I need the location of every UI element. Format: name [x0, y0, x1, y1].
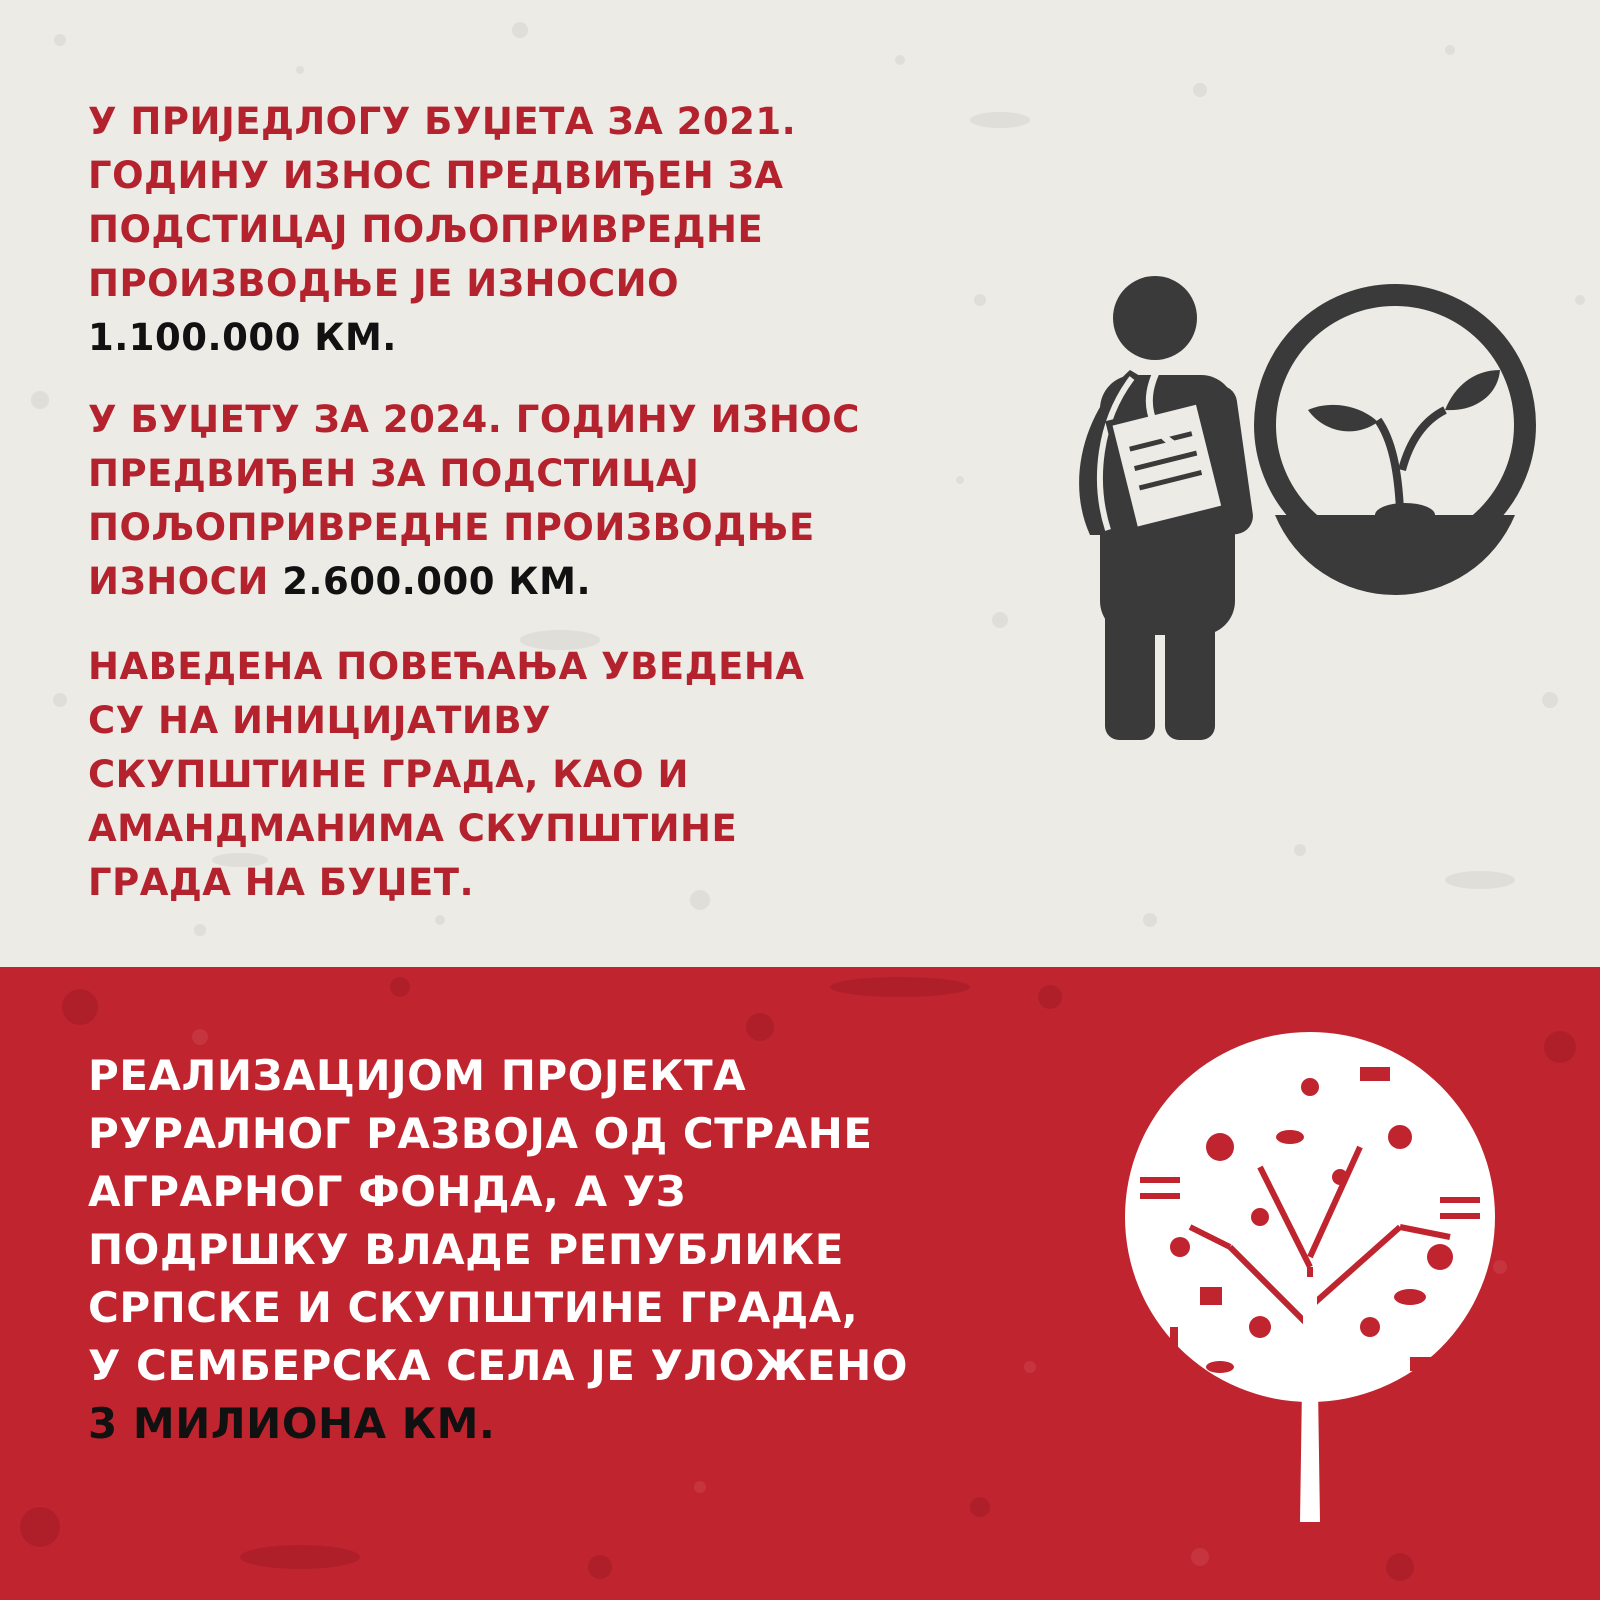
- text-line: АМАНДМАНИМА СКУПШТИНЕ: [88, 807, 738, 850]
- paragraph-budget-2024: [88, 393, 860, 609]
- text-line: У СЕМБЕРСКА СЕЛА ЈЕ УЛОЖЕНО: [88, 1341, 908, 1390]
- text-line: АГРАРНОГ ФОНДА, А УЗ: [88, 1167, 686, 1216]
- agriculture-tree-icon: [1110, 1027, 1510, 1527]
- text-line: У БУЏЕТУ ЗА 2024. ГОДИНУ ИЗНОС: [88, 398, 860, 441]
- text-line: СУ НА ИНИЦИЈАТИВУ: [88, 699, 552, 742]
- text-line: У ПРИЈЕДЛОГУ БУЏЕТА ЗА 2021.: [88, 100, 797, 143]
- text-line: ГОДИНУ ИЗНОС ПРЕДВИЂЕН ЗА: [88, 154, 784, 197]
- amount-2024: 2.600.000 КМ.: [282, 560, 592, 603]
- text-line: РУРАЛНОГ РАЗВОЈА ОД СТРАНЕ: [88, 1109, 873, 1158]
- paragraph-initiative: [88, 640, 804, 910]
- text-line: СКУПШТИНЕ ГРАДА, КАО И: [88, 753, 689, 796]
- text-line: ПРЕДВИЂЕН ЗА ПОДСТИЦАЈ: [88, 452, 700, 495]
- text-line: РЕАЛИЗАЦИЈОМ ПРОЈЕКТА: [88, 1051, 747, 1100]
- text-line: СРПСКЕ И СКУПШТИНЕ ГРАДА,: [88, 1283, 859, 1332]
- amount-total: 3 МИЛИОНА КМ.: [88, 1399, 496, 1448]
- paragraph-rural-development: [88, 1047, 908, 1453]
- text-line: ПОДРШКУ ВЛАДЕ РЕПУБЛИКЕ: [88, 1225, 844, 1274]
- amount-2021: 1.100.000 КМ.: [88, 316, 397, 359]
- text-line: [88, 555, 860, 609]
- text-prefix: ИЗНОСИ: [88, 560, 269, 603]
- text-line: ПОДСТИЦАЈ ПОЉОПРИВРЕДНЕ: [88, 208, 764, 251]
- bottom-section: [0, 967, 1600, 1600]
- text-line: ПРОИЗВОДЊЕ ЈЕ ИЗНОСИО: [88, 262, 680, 305]
- text-line: ПОЉОПРИВРЕДНЕ ПРОИЗВОДЊЕ: [88, 506, 815, 549]
- text-line: ГРАДА НА БУЏЕТ.: [88, 861, 475, 904]
- paragraph-budget-2021: [88, 95, 796, 365]
- farmer-with-seedling-icon: [1060, 260, 1540, 740]
- text-line: НАВЕДЕНА ПОВЕЋАЊА УВЕДЕНА: [88, 645, 805, 688]
